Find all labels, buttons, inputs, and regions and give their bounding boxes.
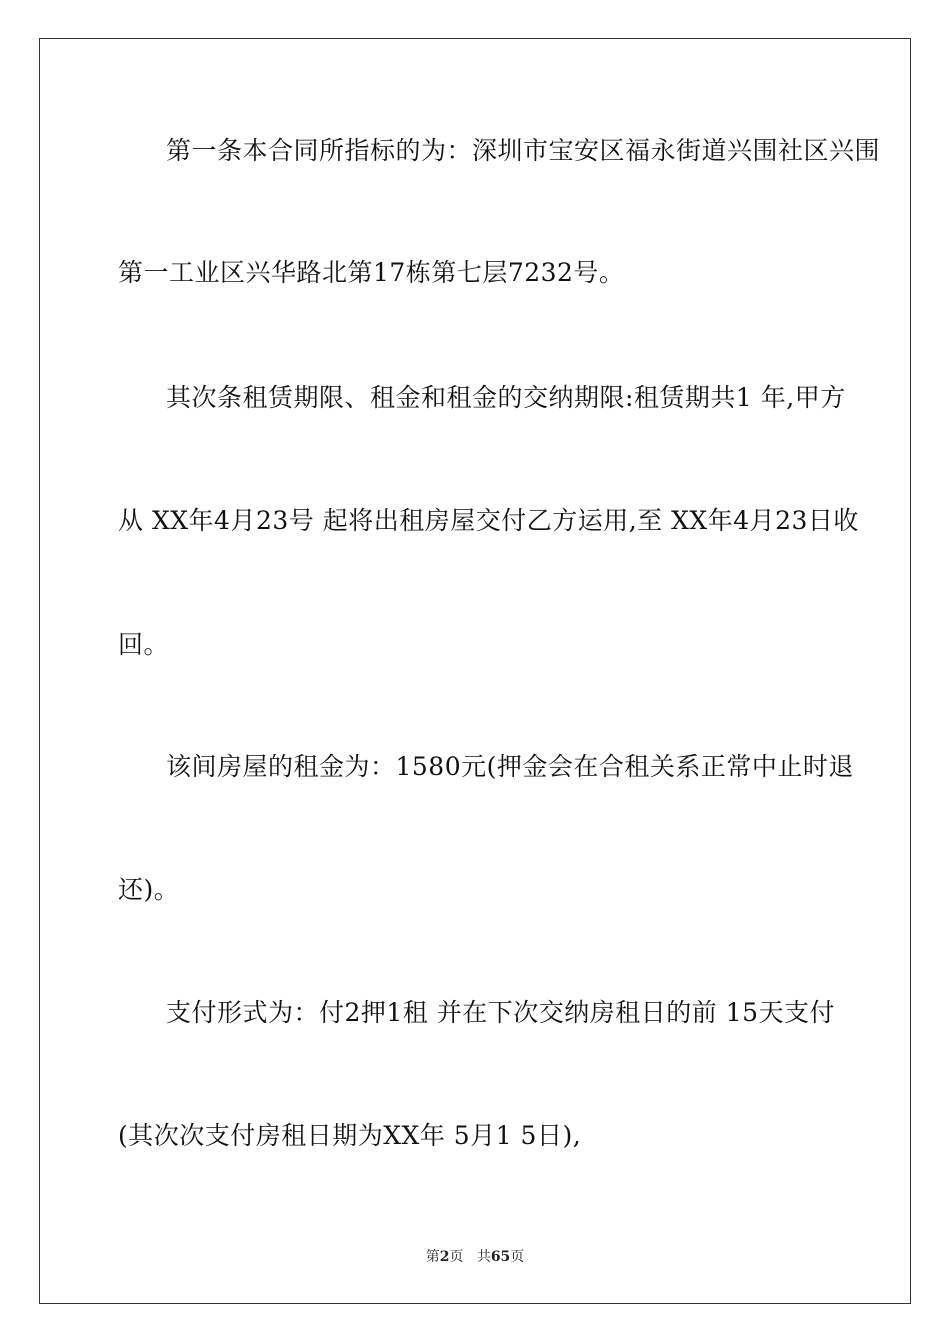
paragraph-3-line-2: 还)。 bbox=[118, 875, 180, 904]
paragraph-4-line-2: (其次次支付房租日期为XX年 5月1 5日), bbox=[118, 1121, 582, 1150]
paragraph-3-line-1: 该间房屋的租金为：1580元(押金会在合租关系正常中止时退 bbox=[166, 752, 854, 781]
footer-page-number: 2 bbox=[439, 1249, 450, 1265]
paragraph-2-line-3: 回。 bbox=[118, 630, 170, 659]
paragraph-1-line-1: 第一条本合同所指标的为：深圳市宝安区福永街道兴围社区兴围 bbox=[166, 136, 881, 165]
page-footer bbox=[0, 1248, 950, 1266]
footer-total-pages: 65 bbox=[490, 1249, 511, 1265]
footer-total-prefix: 共 bbox=[476, 1249, 491, 1265]
footer-page-unit: 页 bbox=[449, 1249, 464, 1265]
page-border bbox=[39, 38, 911, 1304]
footer-total-unit: 页 bbox=[510, 1249, 525, 1265]
footer-page-prefix: 第 bbox=[425, 1249, 440, 1265]
paragraph-4-line-1: 支付形式为：付2押1租 并在下次交纳房租日的前 15天支付 bbox=[166, 998, 836, 1027]
paragraph-2-line-1: 其次条租赁期限、租金和租金的交纳期限:租赁期共1 年,甲方 bbox=[166, 383, 846, 412]
paragraph-2-line-2: 从 XX年4月23号 起将出租房屋交付乙方运用,至 XX年4月23日收 bbox=[118, 506, 859, 535]
paragraph-1-line-2: 第一工业区兴华路北第17栋第七层7232号。 bbox=[118, 258, 625, 287]
